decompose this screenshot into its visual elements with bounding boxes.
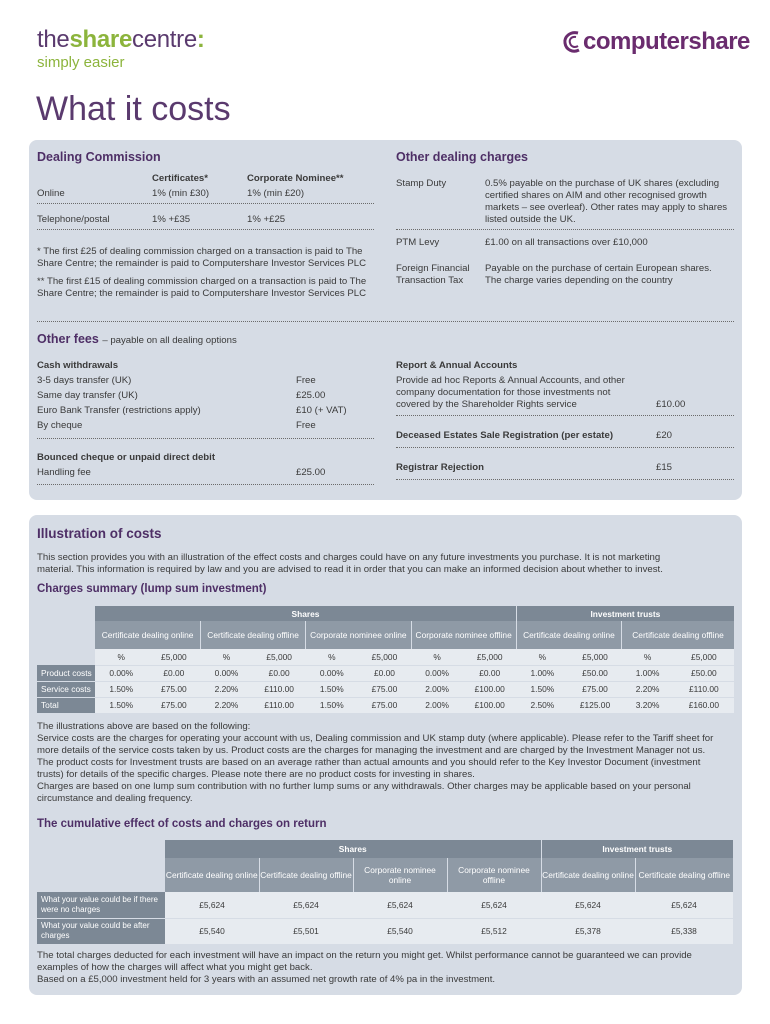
unit-pct: % <box>516 649 568 665</box>
summary-cell: £75.00 <box>147 681 200 697</box>
dealing-note-1: * The first £25 of dealing commission charged on a transaction is paid to The Share Centre; the remainder is paid to Computershare Investor Services PLC <box>37 246 367 269</box>
summary-cell: £100.00 <box>463 697 516 713</box>
divider <box>37 438 374 439</box>
bounced-value: £25.00 <box>296 467 326 478</box>
divider <box>37 229 374 230</box>
summary-cell: £0.00 <box>253 665 306 681</box>
summary-cell: £75.00 <box>147 697 200 713</box>
dealing-note-2: ** The first £15 of dealing commission charged on a transaction is paid to The Share Centre; the remainder is paid to Computershare Investor Services PLC <box>37 276 367 299</box>
summary-cell: 1.50% <box>95 697 147 713</box>
summary-cell: 0.00% <box>200 665 252 681</box>
cumulative-cell: £5,540 <box>353 918 447 944</box>
cumulative-row-label: What your value could be after charges <box>37 918 165 944</box>
summary-cell: £75.00 <box>358 681 411 697</box>
cumulative-col-header: Certificate dealing offline <box>635 858 733 892</box>
registrar-label: Registrar Rejection <box>396 462 484 473</box>
unit-pct: % <box>200 649 252 665</box>
divider <box>396 479 734 480</box>
cumulative-row <box>37 918 733 944</box>
summary-cell: 2.20% <box>200 697 252 713</box>
dealing-row-telephone-label: Telephone/postal <box>37 214 110 225</box>
summary-cell: 3.20% <box>622 697 674 713</box>
unit-amt: £5,000 <box>358 649 411 665</box>
divider <box>396 229 734 230</box>
unit-pct: % <box>306 649 358 665</box>
summary-col-header: Corporate nominee offline <box>411 621 516 649</box>
summary-col-header: Corporate nominee online <box>306 621 411 649</box>
footer-line: The total charges deducted for each investment will have an impact on the return you might get. Whilst performance cannot be guaranteed we can provide examples of how the charges will affect what you might get back. <box>37 950 692 973</box>
unit-amt: £5,000 <box>253 649 306 665</box>
summary-body <box>37 665 734 713</box>
basis-line: Charges are based on one lump sum contribution with no further lump sums or any withdrawals. Other charges may be applicable based on your personal circumstance and dealing frequency. <box>37 781 691 804</box>
illustration-panel <box>29 515 742 995</box>
summary-cell: £0.00 <box>358 665 411 681</box>
other-fees-heading <box>37 332 237 346</box>
summary-cell: 1.50% <box>516 681 568 697</box>
registrar-value: £15 <box>656 462 673 473</box>
unit-pct: % <box>411 649 463 665</box>
footer-line: Based on a £5,000 investment held for 3 years with an assumed net growth rate of 4% pa in the investment. <box>37 974 496 985</box>
summary-row-label: Total <box>37 697 95 713</box>
dealing-commission-heading: Dealing Commission <box>37 150 161 164</box>
cumulative-table <box>37 840 733 945</box>
cumulative-col-header: Corporate nominee online <box>353 858 447 892</box>
dealing-col-certificates: Certificates* <box>152 173 208 184</box>
reports-text: Provide ad hoc Reports & Annual Accounts, and other company documentation for those investments not covered by the Shareholder Rights service <box>396 375 625 410</box>
summary-cell: 1.50% <box>306 681 358 697</box>
cash-row-label: 3-5 days transfer (UK) <box>37 375 132 386</box>
summary-cell: 2.50% <box>516 697 568 713</box>
summary-row <box>37 681 734 697</box>
cash-row-label: Euro Bank Transfer (restrictions apply) <box>37 405 201 416</box>
cumulative-cell: £5,624 <box>165 892 259 918</box>
divider <box>396 415 734 416</box>
brand-share: share <box>69 26 133 53</box>
cumulative-cell: £5,624 <box>353 892 447 918</box>
brand-the: the <box>37 26 70 53</box>
stamp-duty-value: 0.5% payable on the purchase of UK shares (excluding certified shares on AIM and other recognised growth markets – see overleaf). Other rates may apply to shares listed outside the UK. <box>485 178 728 225</box>
deceased-value: £20 <box>656 430 673 441</box>
summary-cell: £100.00 <box>463 681 516 697</box>
cumulative-group-shares: Shares <box>165 840 541 858</box>
summary-cell: 0.00% <box>95 665 147 681</box>
footer-notes <box>37 950 727 986</box>
computershare-logo <box>562 28 750 56</box>
unit-amt: £5,000 <box>147 649 200 665</box>
other-dealing-heading: Other dealing charges <box>396 150 528 164</box>
dealing-row-telephone-cert: 1% +£35 <box>152 214 191 225</box>
bounced-heading: Bounced cheque or unpaid direct debit <box>37 452 216 463</box>
cumulative-group-trusts: Investment trusts <box>541 840 733 858</box>
blank-corner <box>37 621 95 649</box>
fftt-label: Foreign Financial Transaction Tax <box>396 263 470 286</box>
cumulative-cell: £5,624 <box>259 892 353 918</box>
summary-group-shares: Shares <box>95 606 516 621</box>
summary-col-header: Certificate dealing online <box>95 621 200 649</box>
computershare-name: computershare <box>583 28 750 55</box>
divider <box>37 484 374 485</box>
brand-name <box>37 28 205 52</box>
summary-cell: 0.00% <box>411 665 463 681</box>
summary-group-trusts: Investment trusts <box>516 606 734 621</box>
divider <box>396 447 734 448</box>
cumulative-cell: £5,624 <box>635 892 733 918</box>
cash-row-value: £10 (+ VAT) <box>296 405 347 416</box>
cumulative-cell: £5,540 <box>165 918 259 944</box>
basis-notes <box>37 721 727 805</box>
brand-tagline: simply easier <box>37 54 125 71</box>
blank-corner <box>37 840 165 858</box>
summary-cell: 1.00% <box>622 665 674 681</box>
charges-summary-table <box>37 606 734 714</box>
summary-cell: £110.00 <box>674 681 734 697</box>
basis-line: Service costs are the charges for operating your account with us, Dealing commission and UK stamp duty (where applicable). Please refer to the Tariff sheet for more details of the service costs taken by us. Product costs are the charges for managing the investment and are charged by the Investment Manager not us. <box>37 733 714 756</box>
other-fees-subtitle: – payable on all dealing options <box>102 335 237 346</box>
dealing-row-online-cert: 1% (min £30) <box>152 188 210 199</box>
fftt-value: Payable on the purchase of certain European shares. The charge varies depending on the country <box>485 263 712 286</box>
unit-amt: £5,000 <box>568 649 621 665</box>
computershare-swirl-icon <box>562 29 582 55</box>
summary-cell: £125.00 <box>568 697 621 713</box>
summary-cell: £0.00 <box>463 665 516 681</box>
unit-pct: % <box>95 649 147 665</box>
summary-cell: 1.50% <box>95 681 147 697</box>
summary-cell: 2.20% <box>200 681 252 697</box>
illustration-intro: This section provides you with an illustration of the effect costs and charges could have on any future investments you purchase. It is not marketing material. This information is required by law and you are advised to read it in order that you can make an informed decision about whether to invest. <box>37 552 663 575</box>
cash-withdrawals-heading: Cash withdrawals <box>37 360 119 371</box>
other-fees-title: Other fees <box>37 332 99 346</box>
brand-colon: : <box>196 26 205 53</box>
summary-cell: 0.00% <box>306 665 358 681</box>
reports-heading: Report & Annual Accounts <box>396 360 518 371</box>
cash-row-label: Same day transfer (UK) <box>37 390 138 401</box>
dealing-row-online-label: Online <box>37 188 65 199</box>
cash-row-label: By cheque <box>37 420 83 431</box>
summary-row <box>37 665 734 681</box>
dealing-row-telephone-nominee: 1% +£25 <box>247 214 286 225</box>
summary-row <box>37 697 734 713</box>
brand-centre: centre <box>132 26 197 53</box>
summary-unit-row <box>37 649 734 665</box>
summary-cell: 1.00% <box>516 665 568 681</box>
cash-row-value: Free <box>296 375 316 386</box>
summary-cell: £0.00 <box>147 665 200 681</box>
charges-panel <box>29 140 742 500</box>
divider <box>37 203 374 204</box>
blank-corner <box>37 649 95 665</box>
cash-row-value: Free <box>296 420 316 431</box>
cumulative-row <box>37 892 733 918</box>
summary-col-header: Certificate dealing offline <box>200 621 305 649</box>
cumulative-cell: £5,378 <box>541 918 635 944</box>
cumulative-cell: £5,624 <box>447 892 541 918</box>
summary-cell: £75.00 <box>568 681 621 697</box>
illustration-heading: Illustration of costs <box>37 526 162 541</box>
cumulative-col-header: Corporate nominee offline <box>447 858 541 892</box>
summary-cell: £75.00 <box>358 697 411 713</box>
reports-value: £10.00 <box>656 399 686 410</box>
summary-cell: £110.00 <box>253 681 306 697</box>
unit-amt: £5,000 <box>463 649 516 665</box>
unit-pct: % <box>622 649 674 665</box>
cash-row-value: £25.00 <box>296 390 326 401</box>
deceased-label: Deceased Estates Sale Registration (per estate) <box>396 430 614 441</box>
charges-summary-heading: Charges summary (lump sum investment) <box>37 583 267 595</box>
summary-row-label: Service costs <box>37 681 95 697</box>
summary-cell: £160.00 <box>674 697 734 713</box>
summary-cell: £50.00 <box>568 665 621 681</box>
summary-col-header: Certificate dealing offline <box>622 621 734 649</box>
cumulative-row-label: What your value could be if there were no charges <box>37 892 165 918</box>
ptm-levy-value: £1.00 on all transactions over £10,000 <box>485 237 648 248</box>
cumulative-cell: £5,338 <box>635 918 733 944</box>
summary-cell: £50.00 <box>674 665 734 681</box>
bounced-label: Handling fee <box>37 467 91 478</box>
summary-cell: 2.00% <box>411 697 463 713</box>
cumulative-cell: £5,624 <box>541 892 635 918</box>
cumulative-body <box>37 892 733 944</box>
summary-cell: £110.00 <box>253 697 306 713</box>
blank-corner <box>37 858 165 892</box>
stamp-duty-label: Stamp Duty <box>396 178 447 189</box>
summary-cell: 2.00% <box>411 681 463 697</box>
cumulative-col-header: Certificate dealing offline <box>259 858 353 892</box>
basis-line: The illustrations above are based on the following: <box>37 721 251 732</box>
cumulative-col-header: Certificate dealing online <box>165 858 259 892</box>
summary-col-header: Certificate dealing online <box>516 621 621 649</box>
cumulative-cell: £5,512 <box>447 918 541 944</box>
basis-line: The product costs for Investment trusts are based on an average rather than actual amounts and you should refer to the Key Investor Document (investment trusts) for details of the specific charges. Please note there are no product costs for investing in shares. <box>37 757 701 780</box>
cumulative-col-header: Certificate dealing online <box>541 858 635 892</box>
section-divider <box>37 321 734 322</box>
page-title: What it costs <box>36 90 231 128</box>
blank-corner <box>37 606 95 621</box>
summary-row-label: Product costs <box>37 665 95 681</box>
ptm-levy-label: PTM Levy <box>396 237 440 248</box>
summary-cell: 2.20% <box>622 681 674 697</box>
dealing-row-online-nominee: 1% (min £20) <box>247 188 305 199</box>
dealing-col-nominee: Corporate Nominee** <box>247 173 344 184</box>
unit-amt: £5,000 <box>674 649 734 665</box>
cumulative-heading: The cumulative effect of costs and charges on return <box>37 818 327 830</box>
share-centre-logo <box>37 28 205 71</box>
cumulative-cell: £5,501 <box>259 918 353 944</box>
summary-cell: 1.50% <box>306 697 358 713</box>
